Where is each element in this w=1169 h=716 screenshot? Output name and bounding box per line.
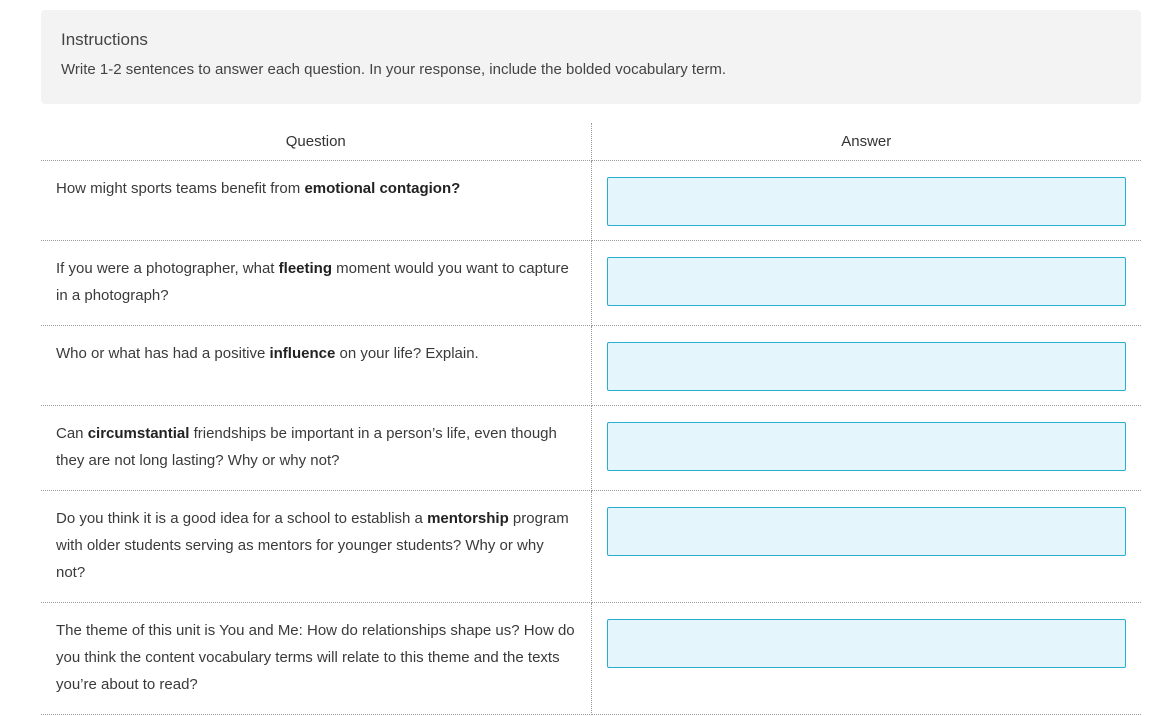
table-row [41, 241, 1141, 326]
table-row [41, 326, 1141, 406]
question-cell [41, 603, 591, 715]
table-row [41, 603, 1141, 715]
question-text: If you were a photographer, what [56, 260, 279, 277]
vocabulary-term: emotional contagion? [304, 180, 461, 197]
answer-cell [591, 241, 1141, 326]
answer-input[interactable] [607, 507, 1126, 556]
answer-cell [591, 603, 1141, 715]
question-cell [41, 491, 591, 603]
vocabulary-term: fleeting [278, 260, 332, 277]
vocabulary-term: influence [269, 345, 336, 362]
answer-input[interactable] [607, 619, 1126, 668]
question-text: Can [56, 425, 88, 442]
answer-cell [591, 326, 1141, 406]
answer-input[interactable] [607, 177, 1126, 226]
answer-column-header: Answer [591, 123, 1141, 161]
table-row [41, 161, 1141, 241]
instructions-title: Instructions [61, 30, 148, 49]
vocabulary-term: circumstantial [87, 425, 190, 442]
question-text: friendships be important in a person’s life, even though they are not long lasting? Why or why not? [56, 425, 557, 469]
question-answer-table [41, 123, 1141, 715]
question-text: program with older students serving as mentors for younger students? Why or why not? [56, 510, 569, 581]
question-cell [41, 161, 591, 241]
question-text: How might sports teams benefit from [56, 180, 305, 197]
answer-cell [591, 491, 1141, 603]
question-text: on your life? Explain. [335, 345, 479, 362]
answer-input[interactable] [607, 342, 1126, 391]
question-text: Who or what has had a positive [56, 345, 270, 362]
answer-input[interactable] [607, 257, 1126, 306]
table-header-row [41, 123, 1141, 161]
answer-cell [591, 406, 1141, 491]
question-cell [41, 326, 591, 406]
vocabulary-term: mentorship [427, 510, 509, 527]
instructions-text: Write 1-2 sentences to answer each question. In your response, include the bolded vocabulary term. [61, 61, 727, 78]
question-text: Do you think it is a good idea for a school to establish a [56, 510, 428, 527]
table-row [41, 491, 1141, 603]
answer-cell [591, 161, 1141, 241]
question-text: The theme of this unit is You and Me: How do relationships shape us? How do you think the content vocabulary terms will relate to this theme and the texts you’re about to read? [56, 622, 575, 693]
question-column-header: Question [41, 123, 591, 161]
question-text: moment would you want to capture in a photograph? [56, 260, 569, 304]
instructions-panel [41, 10, 1141, 104]
question-cell [41, 241, 591, 326]
table-row [41, 406, 1141, 491]
answer-input[interactable] [607, 422, 1126, 471]
question-cell [41, 406, 591, 491]
